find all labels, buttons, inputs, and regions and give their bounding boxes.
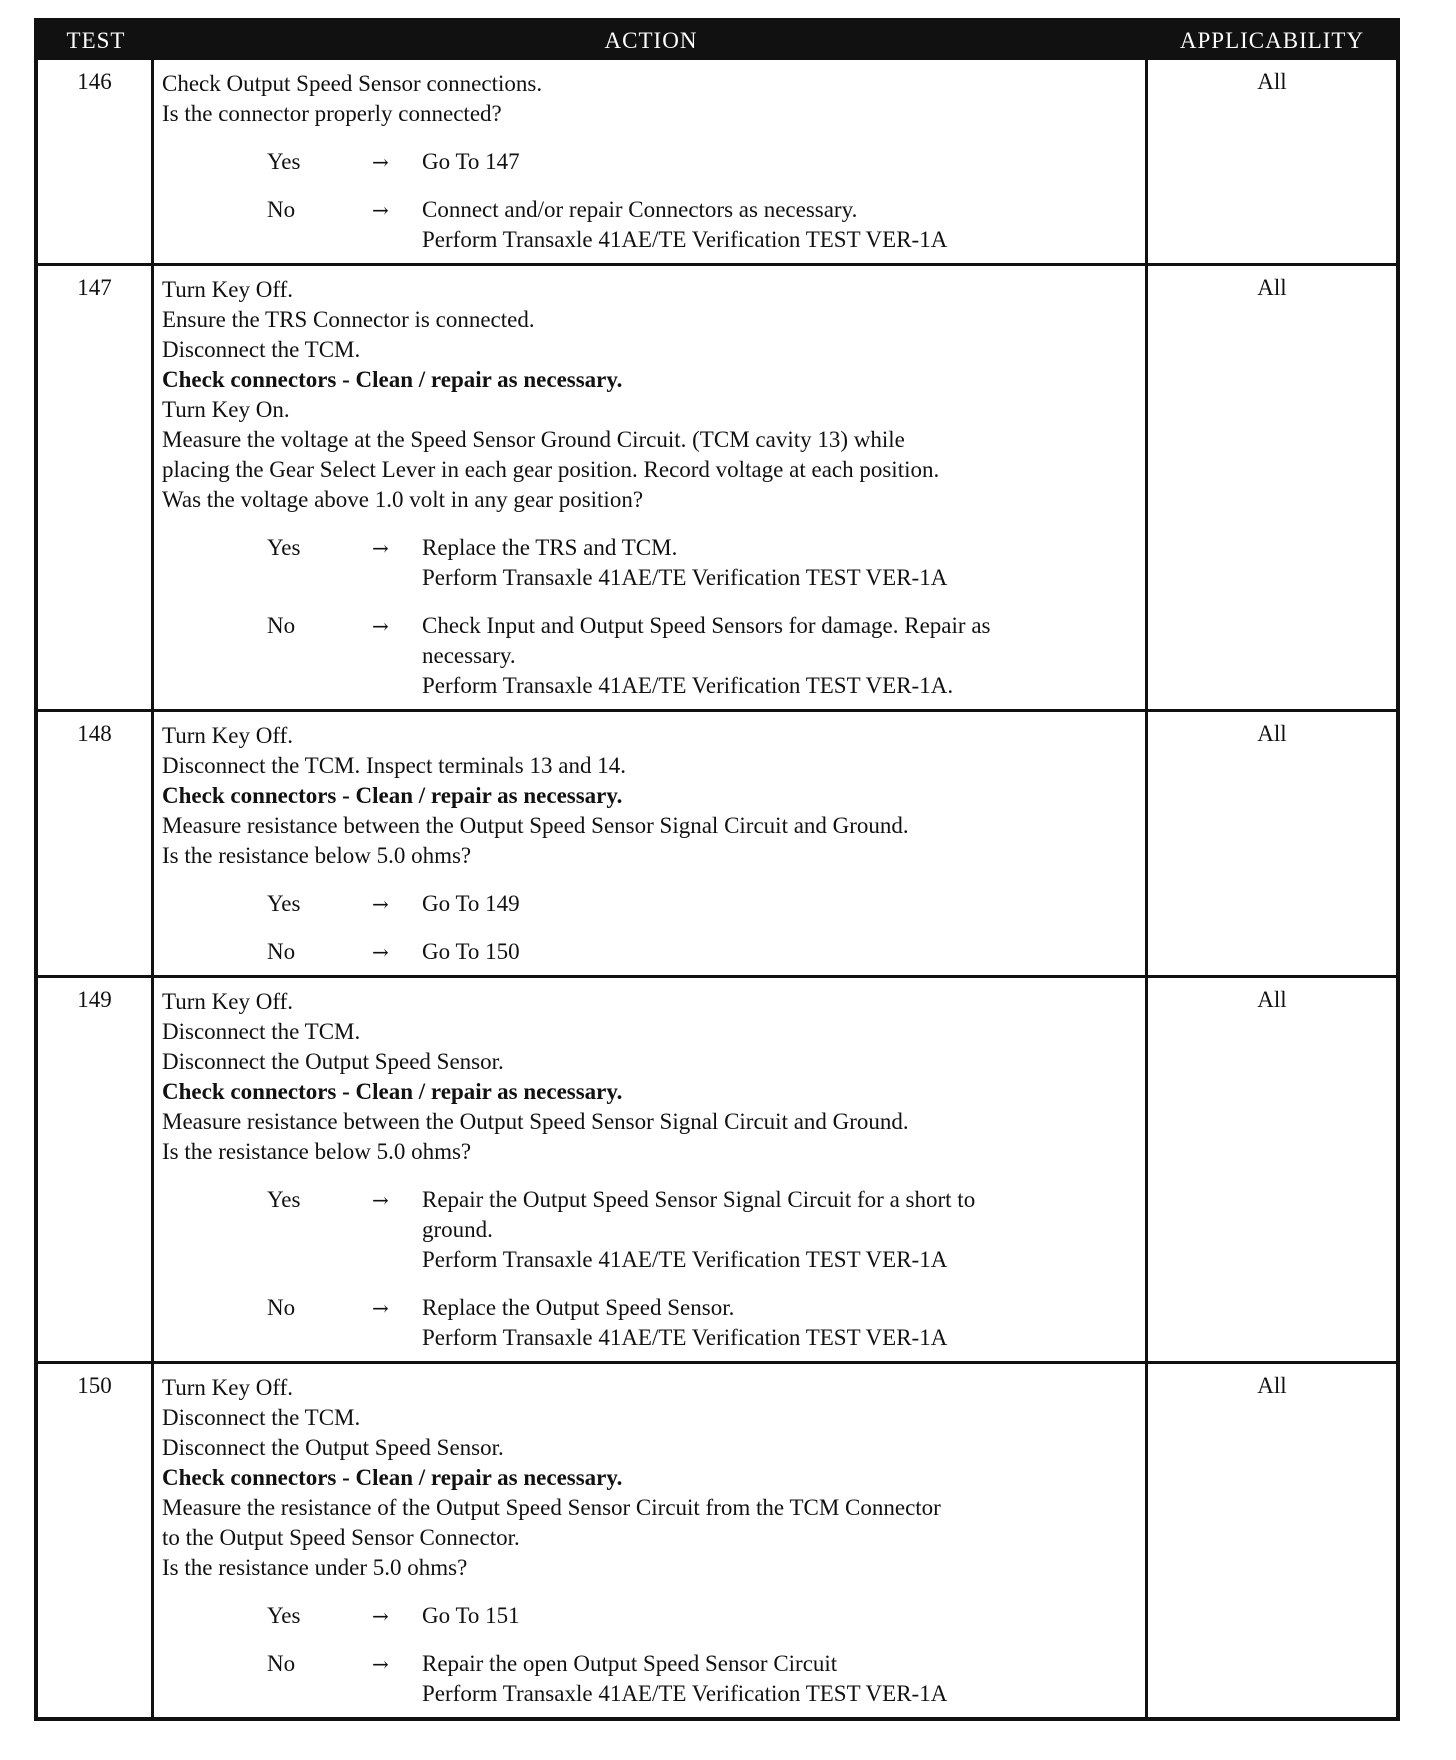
outcome-line: Go To 149 (422, 891, 520, 916)
applicability-cell: All (1257, 275, 1287, 300)
outcome (422, 533, 1137, 593)
action-instruction: Turn Key On. (162, 397, 290, 422)
right-arrow-icon: → (372, 536, 389, 560)
right-arrow-icon: → (372, 1296, 389, 1320)
result-no (162, 1649, 1137, 1709)
action-instruction: Disconnect the TCM. (162, 1019, 361, 1044)
action-instruction: Disconnect the Output Speed Sensor. (162, 1049, 504, 1074)
test-number: 147 (38, 266, 154, 709)
outcome (422, 195, 1137, 255)
outcome-line: necessary. (422, 643, 516, 668)
action-instruction-emphasis: Check connectors - Clean / repair as necessary. (162, 1079, 623, 1104)
outcome-line: Repair the Output Speed Sensor Signal Circuit for a short to (422, 1187, 976, 1212)
outcome-line: ground. (422, 1217, 493, 1242)
outcome-line: Perform Transaxle 41AE/TE Verification TEST VER-1A (422, 1247, 948, 1272)
action-instruction: Is the resistance under 5.0 ohms? (162, 1555, 468, 1580)
outcome (422, 611, 1137, 701)
action-instruction-emphasis: Check connectors - Clean / repair as necessary. (162, 367, 623, 392)
test-number: 146 (38, 60, 154, 263)
result-no (162, 1293, 1137, 1353)
answer-label: No (267, 613, 296, 638)
action-instruction: Disconnect the TCM. Inspect terminals 13 and 14. (162, 753, 626, 778)
result-yes (162, 1185, 1137, 1275)
answer-label: Yes (267, 535, 301, 560)
answer-label: Yes (267, 891, 301, 916)
table-header (38, 22, 1396, 60)
action-cell (154, 1364, 1148, 1717)
right-arrow-icon: → (372, 198, 389, 222)
action-instruction: Disconnect the TCM. (162, 1405, 361, 1430)
outcome (422, 1293, 1137, 1353)
test-number: 148 (38, 712, 154, 975)
table-body (38, 60, 1396, 1717)
applicability-cell: All (1257, 1373, 1287, 1398)
outcome-line: Perform Transaxle 41AE/TE Verification TEST VER-1A. (422, 673, 954, 698)
action-instruction: Measure resistance between the Output Speed Sensor Signal Circuit and Ground. (162, 1109, 909, 1134)
result-yes (162, 1601, 1137, 1631)
action-cell (154, 712, 1148, 975)
header-action: ACTION (604, 28, 698, 53)
action-instruction: Measure resistance between the Output Speed Sensor Signal Circuit and Ground. (162, 813, 909, 838)
table-row (38, 975, 1396, 1361)
result-yes (162, 147, 1137, 177)
result-yes (162, 889, 1137, 919)
outcome (422, 1185, 1137, 1275)
outcome (422, 1649, 1137, 1709)
table-row (38, 709, 1396, 975)
answer-label: No (267, 1651, 296, 1676)
outcome-line: Perform Transaxle 41AE/TE Verification TEST VER-1A (422, 1325, 948, 1350)
action-instruction: Measure the resistance of the Output Speed Sensor Circuit from the TCM Connector (162, 1495, 941, 1520)
answer-label: No (267, 939, 296, 964)
action-instruction: placing the Gear Select Lever in each gear position. Record voltage at each position. (162, 457, 940, 482)
applicability-cell: All (1257, 69, 1287, 94)
action-instruction: to the Output Speed Sensor Connector. (162, 1525, 520, 1550)
result-no (162, 195, 1137, 255)
action-cell (154, 978, 1148, 1361)
header-applicability: APPLICABILITY (1179, 28, 1365, 53)
outcome-line: Perform Transaxle 41AE/TE Verification TEST VER-1A (422, 227, 948, 252)
table-row (38, 263, 1396, 709)
action-instruction: Was the voltage above 1.0 volt in any gear position? (162, 487, 644, 512)
outcome-line: Replace the Output Speed Sensor. (422, 1295, 735, 1320)
action-cell (154, 266, 1148, 709)
action-instruction: Disconnect the Output Speed Sensor. (162, 1435, 504, 1460)
outcome-line: Replace the TRS and TCM. (422, 535, 678, 560)
test-number: 150 (38, 1364, 154, 1717)
action-instruction: Is the resistance below 5.0 ohms? (162, 843, 472, 868)
action-instruction: Turn Key Off. (162, 277, 293, 302)
outcome-line: Perform Transaxle 41AE/TE Verification TEST VER-1A (422, 1681, 948, 1706)
action-instruction-emphasis: Check connectors - Clean / repair as necessary. (162, 783, 623, 808)
right-arrow-icon: → (372, 150, 389, 174)
outcome (422, 1601, 1137, 1631)
outcome-line: Go To 147 (422, 149, 520, 174)
action-instruction: Is the connector properly connected? (162, 101, 502, 126)
answer-label: Yes (267, 149, 301, 174)
outcome (422, 889, 1137, 919)
action-instruction: Ensure the TRS Connector is connected. (162, 307, 535, 332)
result-yes (162, 533, 1137, 593)
right-arrow-icon: → (372, 1604, 389, 1628)
action-instruction: Turn Key Off. (162, 723, 293, 748)
action-instruction: Measure the voltage at the Speed Sensor Ground Circuit. (TCM cavity 13) while (162, 427, 905, 452)
answer-label: No (267, 197, 296, 222)
action-cell (154, 60, 1148, 263)
table-row (38, 1361, 1396, 1717)
action-instruction: Disconnect the TCM. (162, 337, 361, 362)
action-instruction: Turn Key Off. (162, 1375, 293, 1400)
outcome-line: Go To 150 (422, 939, 520, 964)
answer-label: Yes (267, 1603, 301, 1628)
table-row (38, 60, 1396, 263)
applicability-cell: All (1257, 721, 1287, 746)
right-arrow-icon: → (372, 1188, 389, 1212)
right-arrow-icon: → (372, 614, 389, 638)
outcome-line: Perform Transaxle 41AE/TE Verification TEST VER-1A (422, 565, 948, 590)
answer-label: Yes (267, 1187, 301, 1212)
answer-label: No (267, 1295, 296, 1320)
test-number: 149 (38, 978, 154, 1361)
right-arrow-icon: → (372, 1652, 389, 1676)
header-test: TEST (66, 28, 126, 53)
action-instruction: Is the resistance below 5.0 ohms? (162, 1139, 472, 1164)
right-arrow-icon: → (372, 940, 389, 964)
outcome-line: Repair the open Output Speed Sensor Circuit (422, 1651, 838, 1676)
outcome (422, 147, 1137, 177)
action-instruction: Turn Key Off. (162, 989, 293, 1014)
outcome-line: Go To 151 (422, 1603, 520, 1628)
outcome-line: Check Input and Output Speed Sensors for damage. Repair as (422, 613, 991, 638)
action-instruction: Check Output Speed Sensor connections. (162, 71, 543, 96)
result-no (162, 937, 1137, 967)
applicability-cell: All (1257, 987, 1287, 1012)
action-instruction-emphasis: Check connectors - Clean / repair as necessary. (162, 1465, 623, 1490)
outcome (422, 937, 1137, 967)
result-no (162, 611, 1137, 701)
right-arrow-icon: → (372, 892, 389, 916)
outcome-line: Connect and/or repair Connectors as necessary. (422, 197, 858, 222)
diagnostic-test-table (34, 18, 1400, 1721)
